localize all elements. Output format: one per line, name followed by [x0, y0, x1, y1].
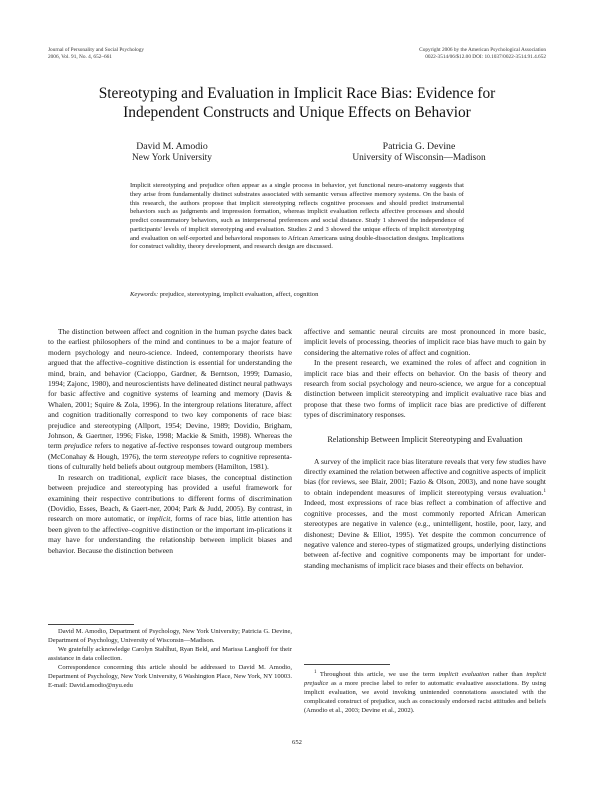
copyright-notice — [419, 47, 546, 60]
italic-term: explicit — [144, 472, 167, 482]
author-name: David M. Amodio — [136, 141, 208, 152]
footnote-1 — [304, 670, 546, 715]
text-run: race biases, the conceptual distinction between prejudice and stereotyping has provided a useful framework for examining their respective contributions to different forms of discrimination (Dovidio, Esses, Beach, & Gaert-ner, 2004; Park & Judd, 2005). By contrast, in research on more automatic, or — [48, 472, 292, 524]
italic-term: stereotype — [169, 451, 200, 461]
author-note — [48, 627, 292, 690]
author-block-2 — [339, 142, 499, 163]
footnote-divider-left — [48, 624, 134, 625]
journal-citation — [48, 47, 144, 60]
footnote-paragraph — [304, 670, 546, 715]
keywords-label: Keywords: — [130, 291, 159, 298]
italic-term: implicit prejudice — [304, 671, 547, 687]
body-paragraph — [304, 457, 546, 571]
copyright-line: Copyright 2006 by the American Psychological Association — [419, 47, 546, 53]
footnote-paragraph: Correspondence concerning this article should be addressed to David M. Amodio, Department of Psychology, New York University, 6 Washington Place, New York, NY 10003. E-mail: David.amodio@nyu.edu — [48, 664, 292, 689]
author-affiliation: University of Wisconsin—Madison — [352, 152, 486, 163]
text-run: refers to cognitive representa-tions of culturally held beliefs about outgroup members (Hamilton, 1981). — [48, 451, 293, 472]
body-column-right — [304, 327, 546, 571]
text-run: Indeed, most expressions of race bias reflect a combination of affective and cognitive processes, and the most commonly reported African American stereotypes are negative in valence (e.g., unintelligent, hostile, poor, lazy, and dishonest; Devine & Elliot, 1995). Yet despite the common concurrence of negative valence and stereo-types of stigmatized groups, underlying distinctions between af-fective and cognitive components may be important for under-standing mechanisms of implicit race biases and their effects on behavior. — [304, 498, 546, 570]
text-run: , forms of race bias, little attention has been given to the affective–cognitive distinction or the important im-plications it may have for understanding the relationship between implicit biases and behavior. Because the distinction between — [48, 514, 293, 555]
text-run: Throughout this article, we use the term — [319, 671, 435, 678]
footnote-paragraph: David M. Amodio, Department of Psychology, New York University; Patricia G. Devine, Department of Psychology, University of Wisconsin—Madison. — [48, 628, 292, 644]
text-run: A survey of the implicit race bias literature reveals that very few studies have directly examined the relation between affective and cognitive aspects of implicit bias (for reviews, see Blair, 2001; Fazio & Olson, 2003), and none have sought to obtain independent measures of implicit stereotyping versus evaluation. — [304, 456, 546, 497]
footnote-paragraph: We gratefully acknowledge Carolyn Stahlhut, Ryan Beld, and Marissa Langhoff for their assistance in data collection. — [48, 646, 292, 662]
doi-line: 0022-3514/06/$12.00 DOI: 10.1037/0022-3514.91.4.652 — [425, 53, 546, 60]
footnote-divider-right — [304, 664, 390, 665]
author-block-1 — [104, 142, 240, 163]
journal-name: Journal of Personality and Social Psychology — [48, 47, 145, 53]
title-line-2: Independent Constructs and Unique Effects on Behavior — [123, 104, 471, 121]
keywords-text: prejudice, stereotyping, implicit evaluation, affect, cognition — [159, 291, 319, 298]
page-number: 652 — [292, 739, 302, 746]
text-run: as a more precise label to refer to automatic evaluative associations. By using implicit evaluation, we avoid invoking unintended connotations associated with the complicated construct of prejudice, such as consciously endorsed racist attitudes and beliefs (Amodio et al., 2003; Devine et al., 2002). — [304, 680, 547, 714]
author-affiliation: New York University — [132, 152, 212, 163]
title-line-1: Stereotyping and Evaluation in Implicit Race Bias: Evidence for — [98, 85, 496, 102]
body-paragraph: In the present research, we examined the roles of affect and cognition in implicit race bias and their effects on behavior. On the basis of theory and research from social psychology and neuro-science, we argue for a conceptual distinction between implicit stereotyping and implicit evaluative race bias and propose that these two forms of implicit race bias are predictive of different types of discriminatory responses. — [304, 358, 546, 420]
text-run: The distinction between affect and cognition in the human psyche dates back to the earliest philosophers of the mind and continues to be a major feature of modern psychology and neuro-science. Indeed, contemporary theorists have argued that the affective–cognitive distinction is essential for understanding the mind, brain, and behavior (Cacioppo, Gardner, & Berntson, 1999; Damasio, 1994; Zajonc, 1980), and neuroscientists have delineated distinct neural pathways for basic affective and cognitive systems of learning and memory (Davis & Whalen, 2001; Squire & Zola, 1996). In the intergroup relations literature, affect and cognition traditionally correspond to two key components of race bias: prejudice and stereotyping (Allport, 1954; Devine, 1989; Dovidio, Brigham, Johnson, & Gaertner, 1996; Fiske, 1998; Mackie & Smith, 1998). Whereas the term — [48, 327, 292, 451]
footnote-marker: 1 — [543, 488, 546, 494]
text-run: refers to negative af-fective responses toward outgroup members (McConahay & Hough, 1976), the term — [48, 441, 292, 461]
footnote-marker: 1 — [314, 670, 317, 675]
italic-term: implicit — [147, 514, 171, 524]
italic-term: implicit evaluation — [438, 671, 490, 678]
italic-term: prejudice — [64, 441, 92, 451]
text-run: In research on traditional, — [58, 472, 141, 482]
section-heading: Relationship Between Implicit Stereotyping and Evaluation — [327, 434, 523, 444]
body-column-left — [48, 327, 292, 556]
journal-volume: 2006, Vol. 91, No. 4, 652–661 — [48, 53, 112, 60]
text-run: rather than — [492, 671, 523, 678]
article-title — [40, 84, 554, 122]
body-paragraph — [48, 473, 292, 556]
keywords — [130, 291, 464, 300]
body-paragraph — [48, 327, 292, 473]
author-name: Patricia G. Devine — [382, 141, 456, 152]
body-paragraph: affective and semantic neural circuits are most pronounced in more basic, implicit levels of processing, theories of implicit race bias have much to gain by considering the alternative roles of affect and cognition. — [304, 327, 546, 357]
abstract: Implicit stereotyping and prejudice often appear as a single process in behavior, yet functional neuro-anatomy suggests that they arise from fundamentally distinct substrates associated with semantic versus affective memory systems. On the basis of this research, the authors propose that implicit stereotyping reflects cognitive processes and should predict instrumental behaviors such as judgments and impression formation, whereas implicit evaluation reflects affective processes and should predict consummatory behaviors, such as interpersonal preferences and social distance. Study 1 showed the independence of participants' levels of implicit stereotyping and evaluation. Studies 2 and 3 showed the unique effects of implicit stereotyping and evaluation on self-reported and behavioral responses to African Americans using double-dissociation designs. Implications for construct validity, theory development, and research design are discussed. — [130, 182, 464, 251]
